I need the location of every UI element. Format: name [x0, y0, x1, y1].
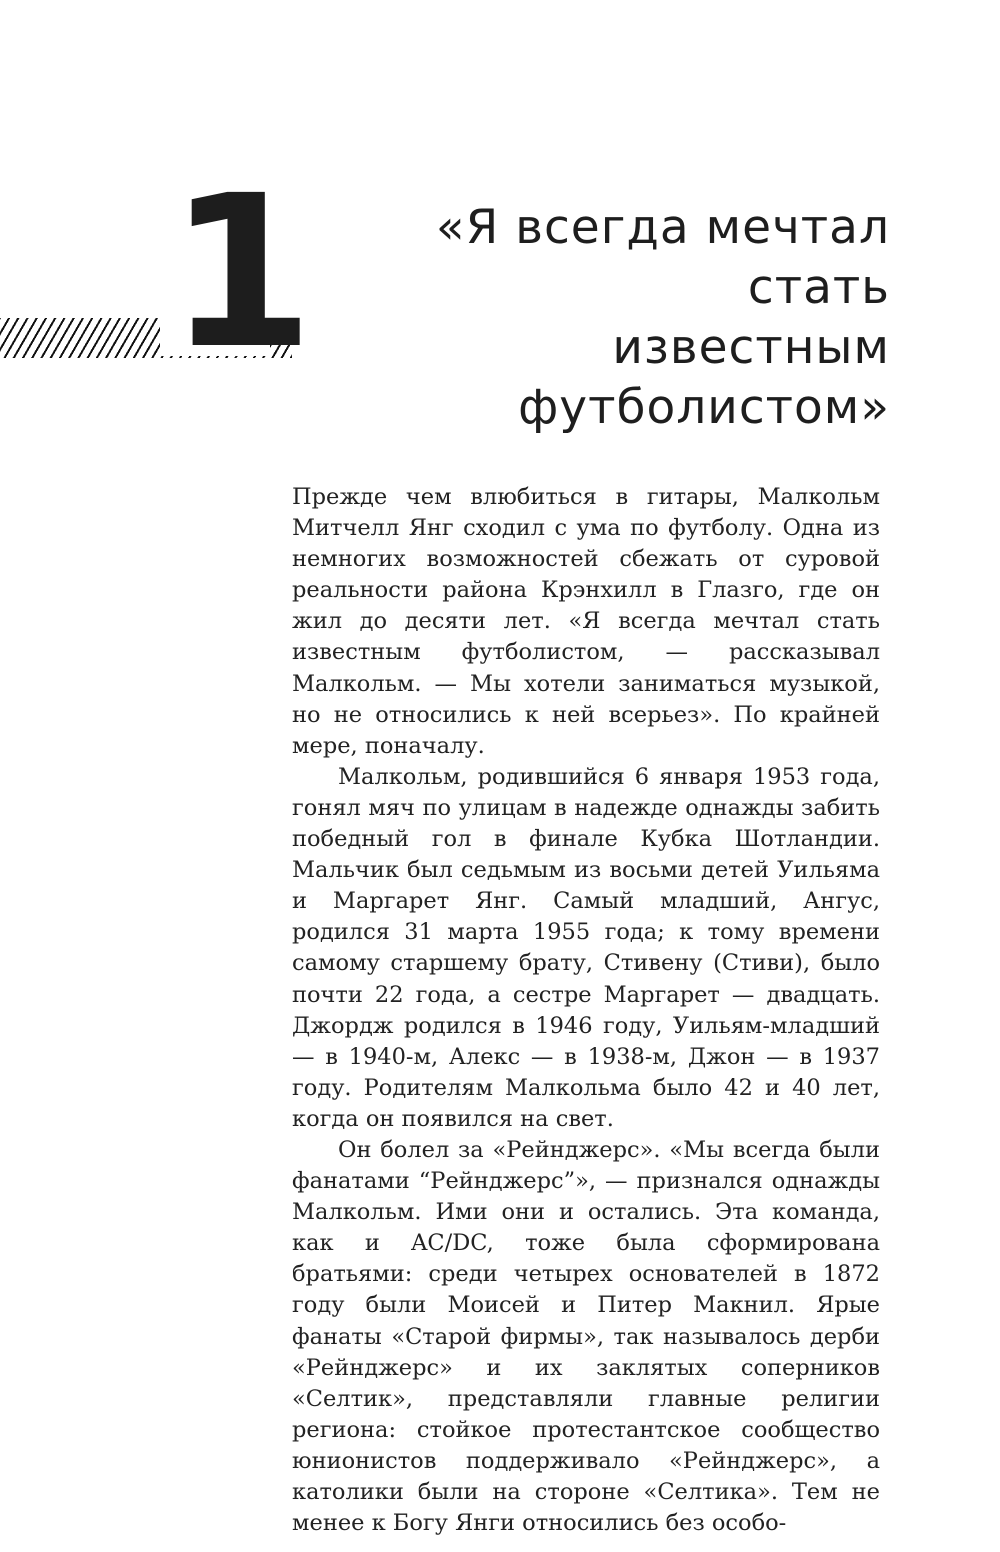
chapter-title-line-2: известным футболистом» — [518, 320, 890, 435]
paragraph-1: Прежде чем влюбиться в гитары, Малкольм Митчелл Янг сходил с ума по футболу. Одна из немногих возможностей сбежать от суровой реальности района Крэнхилл в Глазго, где он жил до десяти лет. «Я всегда мечтал стать известным футболистом, — рассказывал Малкольм. — Мы хотели заниматься музыкой, но не относились к ней всерьез». По крайней мере, поначалу. — [292, 484, 880, 759]
chapter-title-line-1: «Я всегда мечтал стать — [435, 200, 890, 315]
paragraph-2: Малкольм, родившийся 6 января 1953 года, гонял мяч по улицам в надежде однажды забить победный гол в финале Кубка Шотландии. Мальчик был седьмым из восьми детей Уильяма и Маргарет Янг. Самый младший, Ангус, родился 31 марта 1955 года; к тому времени самому старшему брату, Стивену (Стиви), было почти 22 года, а сестре Маргарет — двадцать. Джордж родился в 1946 году, Уильям-младший — в 1940-м, Алекс — в 1938-м, Джон — в 1937 году. Родителям Малкольма было 42 и 40 лет, когда он появился на свет. — [292, 763, 880, 1132]
chapter-title — [300, 198, 890, 438]
paragraph-3: Он болел за «Рейнджерс». «Мы всегда были фанатами “Рейнджерс”», — признался однажды Малкольм. Ими они и остались. Эта команда, как и AC/DC, тоже была сформирована братьями: среди четырех основателей в 1872 году были Моисей и Питер Макнил. Ярые фанаты «Старой фирмы», так называлось дерби «Рейнджерс» и их заклятых соперников «Селтик», представляли главные религии региона: стойкое протестантское сообщество юнионистов поддерживало «Рейнджерс», а католики были на стороне «Селтика». Тем не менее к Богу Янги относились без особо- — [292, 1136, 880, 1537]
body-text — [292, 482, 880, 1539]
chapter-header — [0, 0, 1000, 435]
chapter-number: 1 — [168, 150, 311, 395]
